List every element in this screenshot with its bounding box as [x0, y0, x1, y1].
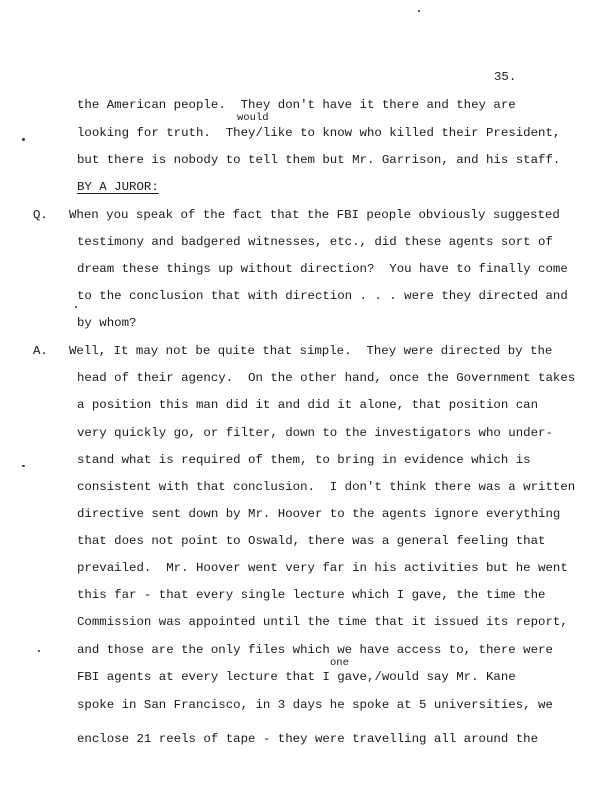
- line-17: that does not point to Oswald, there was a general feeling that: [77, 534, 546, 548]
- line-7: dream these things up without direction? You have to finally come: [77, 262, 568, 276]
- scan-speck: [22, 465, 25, 467]
- line-19: this far - that every single lecture which I gave, the time the: [77, 588, 546, 602]
- line-21: and those are the only files which we have access to, there were: [77, 643, 553, 657]
- line-24: enclose 21 reels of tape - they were travelling all around the: [77, 732, 539, 746]
- line-8: to the conclusion that with direction . . . were they directed and: [77, 289, 568, 303]
- interline-one: one: [330, 657, 349, 669]
- line-2: looking for truth. They/like to know who killed their President,: [77, 126, 561, 140]
- scan-speck: [418, 10, 420, 12]
- scan-speck: [75, 306, 77, 308]
- line-10: Well, It may not be quite that simple. They were directed by the: [69, 344, 553, 358]
- line-22: FBI agents at every lecture that I gave,/would say Mr. Kane: [77, 670, 516, 684]
- question-marker: Q.: [33, 208, 48, 222]
- line-14: stand what is required of them, to bring in evidence which is: [77, 453, 531, 467]
- line-20: Commission was appointed until the time that it issued its report,: [77, 615, 568, 629]
- answer-marker: A.: [33, 344, 48, 358]
- line-15: consistent with that conclusion. I don't think there was a written: [77, 480, 576, 494]
- line-11: head of their agency. On the other hand, once the Government takes: [77, 371, 576, 385]
- line-23: spoke in San Francisco, in 3 days he spoke at 5 universities, we: [77, 698, 553, 712]
- line-1: the American people. They don't have it there and they are: [77, 98, 516, 112]
- scan-speck: [38, 650, 40, 652]
- line-5: When you speak of the fact that the FBI people obviously suggested: [69, 208, 560, 222]
- line-9: by whom?: [77, 316, 137, 330]
- line-18: prevailed. Mr. Hoover went very far in his activities but he went: [77, 561, 568, 575]
- line-16: directive sent down by Mr. Hoover to the agents ignore everything: [77, 507, 561, 521]
- line-12: a position this man did it and did it alone, that position can: [77, 398, 539, 412]
- interline-would: would: [237, 112, 269, 124]
- line-6: testimony and badgered witnesses, etc., did these agents sort of: [77, 235, 553, 249]
- page-number: 35.: [494, 70, 517, 84]
- section-heading-by-a-juror: BY A JUROR:: [77, 180, 159, 194]
- line-3: but there is nobody to tell them but Mr. Garrison, and his staff.: [77, 153, 561, 167]
- scan-speck: [22, 138, 25, 141]
- line-13: very quickly go, or filter, down to the investigators who under-: [77, 426, 553, 440]
